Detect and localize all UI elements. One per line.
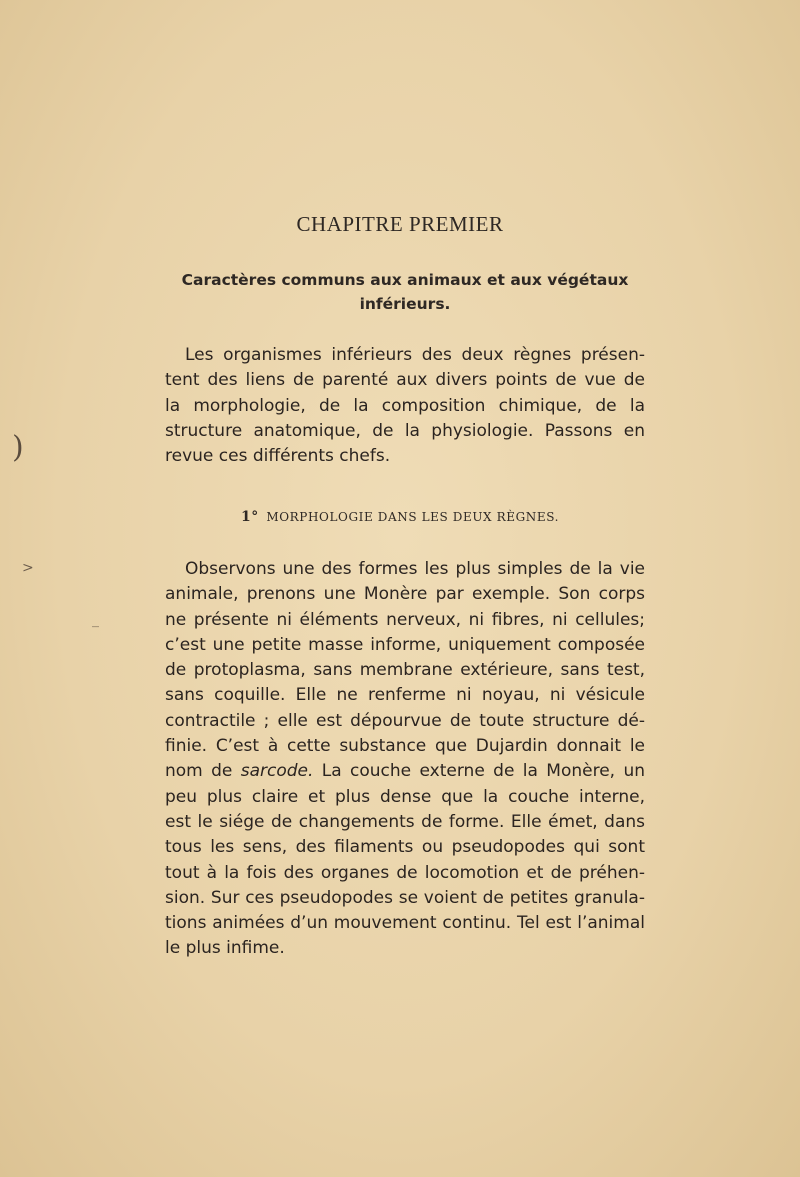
paragraph-1	[165, 343, 645, 469]
paragraph-line: sion. Sur ces pseudopodes se voient de petites granula-	[165, 887, 645, 908]
paragraph-line: Les organismes inférieurs des deux règnes présen-	[185, 345, 645, 365]
paragraph-line: est le siége de changements de forme. Elle émet, dans	[165, 811, 645, 832]
paragraph-2	[165, 557, 645, 962]
paragraph-line: la morphologie, de la composition chimique, de la	[165, 395, 645, 416]
paragraph-line: sans coquille. Elle ne renferme ni noyau, ni vésicule	[165, 685, 645, 706]
subheading-number: 1°	[240, 509, 259, 525]
text-run: La couche externe de la Monère, un	[313, 761, 645, 782]
chapter-title: CHAPITRE PREMIER	[296, 212, 504, 236]
subheading-text: MORPHOLOGIE DANS LES DEUX RÈGNES.	[266, 510, 560, 524]
section-heading-line-1: Caractères communs aux animaux et aux végétaux	[181, 271, 629, 289]
paragraph-line: tions animées d’un mouvement continu. Tel est l’animal	[165, 913, 645, 934]
subheading	[0, 509, 800, 525]
margin-dash-mark: _	[92, 612, 99, 628]
text-run: nom de	[165, 761, 241, 782]
margin-arrow-mark: >	[22, 560, 34, 576]
italic-term: sarcode.	[240, 761, 314, 782]
paragraph-line: finie. C’est à cette substance que Dujardin donnait le	[165, 736, 645, 757]
paragraph-line: ne présente ni éléments nerveux, ni fibres, ni cellules;	[165, 609, 645, 630]
paragraph-line: revue ces différents chefs.	[165, 446, 391, 467]
paragraph-line: contractile ; elle est dépourvue de toute structure dé-	[165, 710, 645, 731]
paragraph-line: tent des liens de parenté aux divers points de vue de	[165, 370, 645, 391]
margin-bracket-mark: )	[12, 430, 24, 465]
paragraph-line: tout à la fois des organes de locomotion et de préhen-	[165, 862, 645, 883]
section-heading-line-2: inférieurs.	[359, 295, 451, 313]
paragraph-line: peu plus claire et plus dense que la couche interne,	[165, 786, 645, 807]
paragraph-line-with-italic	[165, 759, 645, 784]
paragraph-line: Observons une des formes les plus simples de la vie	[185, 559, 645, 579]
paragraph-line: animale, prenons une Monère par exemple. Son corps	[165, 584, 645, 605]
paragraph-line: de protoplasma, sans membrane extérieure, sans test,	[165, 660, 645, 681]
paragraph-line: le plus infime.	[165, 938, 285, 959]
paragraph-line: structure anatomique, de la physiologie. Passons en	[165, 420, 645, 441]
paragraph-line: c’est une petite masse informe, uniquement composée	[165, 634, 645, 655]
section-heading	[160, 268, 650, 316]
paragraph-line: tous les sens, des filaments ou pseudopodes qui sont	[165, 837, 645, 858]
